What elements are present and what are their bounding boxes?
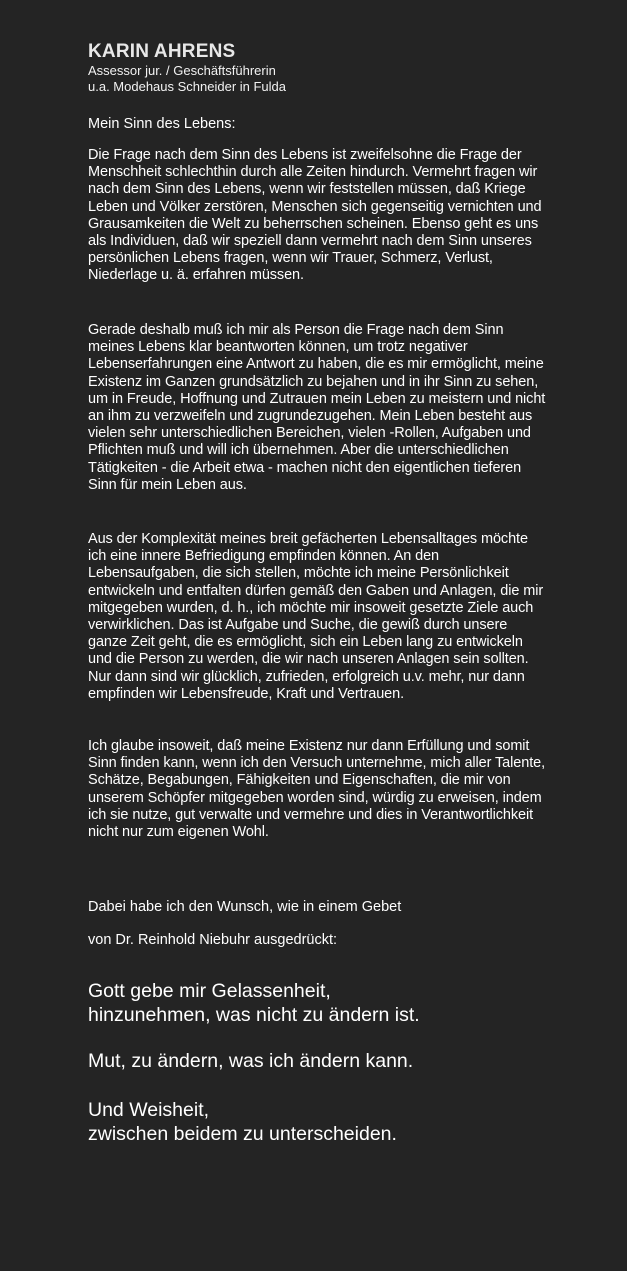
prayer-intro-line-1: Dabei habe ich den Wunsch, wie in einem Gebet [88,899,402,915]
paragraph-2: Gerade deshalb muß ich mir als Person die Frage nach dem Sinn meines Lebens klar beantworten können, um trotz negativer Lebenserfahrungen eine Antwort zu haben, die es mir ermöglicht, meine Existenz im Ganzen grundsätzlich zu bejahen und in ihr Sinn zu sehen, um in Freude, Hoffnung und Zutrauen mein Leben zu meistern und nicht an ihm zu verzweifeln und zugrundezugehen. Mein Leben besteht aus vielen sehr unterschiedlichen Bereichen, vielen -Rollen, Aufgaben und Pflichten muß und will ich übernehmen. Aber die unterschiedlichen Tätigkeiten - die Arbeit etwa - machen nicht den eigentlichen tieferen Sinn für mein Leben aus. [88,322,546,493]
prayer-line-4: Und Weisheit, [88,1099,210,1121]
author-affiliation: u.a. Modehaus Schneider in Fulda [88,79,287,94]
paragraph-1: Die Frage nach dem Sinn des Lebens ist zweifelsohne die Frage der Menschheit schlechthin durch alle Zeiten hindurch. Vermehrt fragen wir nach dem Sinn des Lebens, wenn wir feststellen müssen, daß Kriege Leben und Völker zerstören, Menschen sich gegenseitig vernichten und Grausamkeiten die Welt zu beherrschen scheinen. Ebenso geht es uns als Individuen, daß wir speziell dann vermehrt nach dem Sinn unseres persönlichen Lebens fragen, wenn wir Trauer, Schmerz, Verlust, Niederlage u. ä. erfahren müssen. [88,147,542,284]
prayer-intro-line-2: von Dr. Reinhold Niebuhr ausgedrückt: [88,932,338,948]
paragraph-3: Aus der Komplexität meines breit gefächerten Lebensalltages möchte ich eine innere Befriedigung empfinden können. An den Lebensaufgaben, die sich stellen, möchte ich meine Persönlichkeit entwickeln und entfalten dürfen gemäß den Gaben und Anlagen, die mir mitgegeben wurden, d. h., ich möchte mir insoweit gesetzte Ziele auch verwirklichen. Das ist Aufgabe und Suche, die gewiß durch unsere ganze Zeit geht, die es ermöglicht, sich ein Leben lang zu entwickeln und die Person zu werden, die wir nach unseren Anlagen sein sollten. Nur dann sind wir glücklich, zufrieden, erfolgreich u.v. mehr, nur dann empfinden wir Lebensfreude, Kraft und Vertrauen. [88,531,544,702]
author-role: Assessor jur. / Geschäftsführerin [88,63,276,78]
article [88,41,548,1145]
author-name: KARIN AHRENS [88,41,236,62]
prayer-line-5: zwischen beidem zu unterscheiden. [88,1123,397,1145]
paragraph-4: Ich glaube insoweit, daß meine Existenz nur dann Erfüllung und somit Sinn finden kann, wenn ich den Versuch unternehme, mich aller Talente, Schätze, Begabungen, Fähigkeiten und Eigenschaften, die mir von unserem Schöpfer mitgegeben worden sind, würdig zu erweisen, indem ich sie nutze, gut verwalte und vermehre und dies in Verantwortlichkeit nicht nur zum eigenen Wohl. [88,738,546,841]
prayer-line-1: Gott gebe mir Gelassenheit, [88,980,331,1002]
section-heading: Mein Sinn des Lebens: [88,116,236,132]
prayer-line-2: hinzunehmen, was nicht zu ändern ist. [88,1004,420,1026]
prayer-line-3: Mut, zu ändern, was ich ändern kann. [88,1050,414,1072]
